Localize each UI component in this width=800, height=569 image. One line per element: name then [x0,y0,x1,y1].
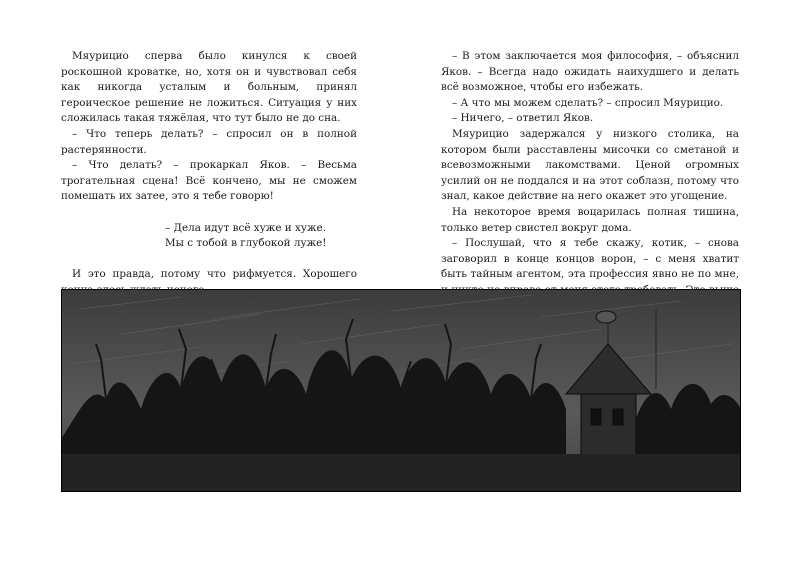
paragraph: На некоторое время воцарилась полная тишина, только ветер свистел вокруг дома. [441,205,739,234]
paragraph: Мяурицио сперва было кинулся к своей роскошной кроватке, но, хотя он и чувствовал себя как никогда усталым и больным, принял героическое решение не ложиться. Ситуация у них сложилась такая тяжёлая, что тут было не до сна. [61,50,357,125]
left-page-text [61,49,357,330]
poem-line: Мы с тобой в глубокой луже! [165,237,327,250]
right-page-text [441,49,739,330]
poem [61,221,357,252]
ground [61,454,741,492]
night-forest-illustration [61,289,741,492]
paragraph: – А что мы можем сделать? – спросил Мяурицио. [452,96,724,109]
paragraph: И это правда, потому что рифмуется. Хорошего [72,268,357,281]
paragraph: – Что теперь делать? – спросил он в полной растерянности. [61,127,357,156]
paragraph: – Ничего, – ответил Яков. [452,112,594,125]
paragraph: Мяурицио задержался у низкого столика, на котором были расставлены мисочки со сметаной и всевозможными лакомствами. Ценой огромных усилий он не поддался и на этот соблазн, потому что знал, какое действие на него окажет это угощение. [441,127,739,203]
paragraph: – Послушай, что я тебе скажу, котик, – снова заговорил в конце концов ворон, – с меня хватит быть тайным агентом, эта профессия явно не по мне, [441,237,739,281]
paragraph: – В этом заключается моя философия, – объяснил Яков. – Всегда надо ожидать наихудшего и делать всё возможное, чтобы его избежать. [441,50,739,94]
paragraph: – Что делать? – прокаркал Яков. – Весьма трогательная сцена! Всё кончено, мы не сможем помешать их затее, это я тебе говорю! [61,159,357,203]
poem-line: – Дела идут всё хуже и хуже. [165,221,326,234]
